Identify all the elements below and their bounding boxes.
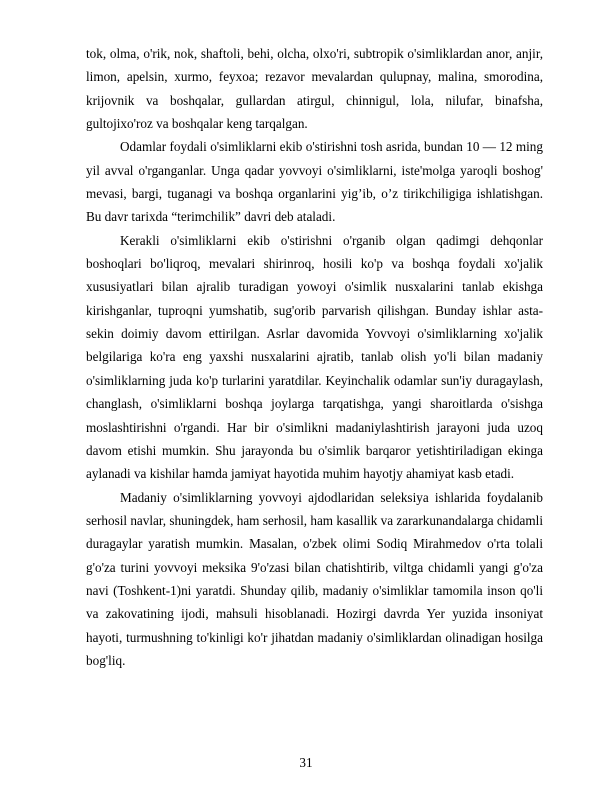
paragraph-early-farmers-selection: Kerakli o'simliklarni ekib o'stirishni o'rganib olgan qadimgi dehqonlar boshoqlari bo'liqroq, mevalari shirinroq, hosili ko'p va boshqa foydali xo'jalik xususiyatlari bilan ajralib turadigan yowoyi o'simlik nusxalarini tanlab ekishga kirishganlar, tuproqni yumshatib, sug'orib parvarish qilishgan. Bunday ishlar asta-sekin doimiy davom ettirilgan. Asrlar davomida Yovvoyi o'simliklarning xo'jalik belgilariga ko'ra eng yaxshi nusxalarini ajratib, tanlab olish yo'li bilan madaniy o'simliklarning juda ko'p turlarini yaratdilar. Keyinchalik odamlar sun'iy duragaylash, changlash, o'simliklarni boshqa joylarga tarqatishga, yangi sharoitlarda o'sishga moslashtirishni o'rgandi. Har bir o'simlikni madaniylashtirish jarayoni juda uzoq davom etishi mumkin. Shu jarayonda bu o'simlik barqaror yetishtiriladigan ekinga aylanadi va kishilar hamda jamiyat hayotida muhim hayotjy ahamiyat kasb etadi. (86, 232, 543, 482)
page-body (86, 42, 543, 672)
paragraph-domestication-history: Odamlar foydali o'simliklarni ekib o'stirishni tosh asrida, bundan 10 — 12 ming yil avval o'rganganlar. Unga qadar yovvoyi o'simliklarni, iste'molga yaroqli boshog' mevasi, bargi, tuganagi va boshqa organlarini yig’ib, o’z tirikchiligiga ishlatishgan. Bu davr tarixda “terimchilik” davri deb ataladi. (86, 139, 543, 225)
page-number: 31 (299, 755, 313, 770)
paragraph-breeding-wild-ancestors: Madaniy o'simliklarning yovvoyi ajdodlaridan seleksiya ishlarida foydalanib serhosil navlar, shuningdek, ham serhosil, ham kasallik va zararkunandalarga chidamli duragaylar yaratish mumkin. Masalan, o'zbek olimi Sodiq Mirahmedov o'rta tolali g'o'za turini yovvoyi meksika 9'o'zasi bilan chatishtirib, viltga chidamli yangi g'o'za navi (Toshkent-1)ni yaratdi. Shunday qilib, madaniy o'simliklar tamomila inson qo'li va zakovatining ijodi, mahsuli hisoblanadi. Hozirgi davrda Yer yuzida insoniyat hayoti, turmushning to'kinligi ko'r jihatdan madaniy o'simliklardan olinadigan hosilga bog'liq. (86, 489, 543, 668)
paragraph-continuation: tok, olma, o'rik, nok, shaftoli, behi, olcha, olxo'ri, subtropik o'simliklardan anor, anjir, limon, apelsin, xurmo, feyxoa; rezavor mevalardan qulupnay, malina, smorodina, krijovnik va boshqalar, gullardan atirgul, chinnigul, lola, nilufar, binafsha, gultojixo'roz va boshqalar keng tarqalgan. (86, 46, 543, 132)
